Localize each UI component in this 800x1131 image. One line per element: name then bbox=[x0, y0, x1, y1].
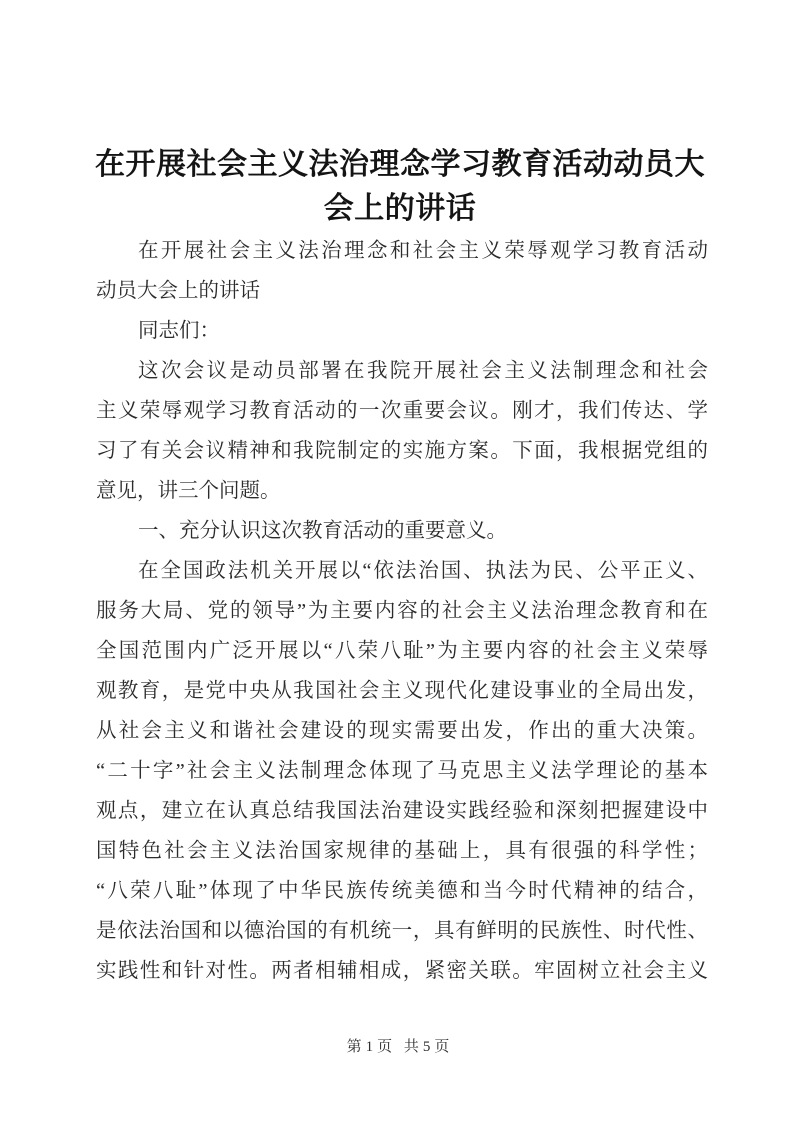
text-line: 习了有关会议精神和我院制定的实施方案。下面，我根据党组的 bbox=[96, 440, 708, 462]
text-line: 在全国政法机关开展以“依法治国、执法为民、公平正义、 bbox=[138, 560, 708, 582]
text-line: 观教育，是党中央从我国社会主义现代化建设事业的全局出发， bbox=[96, 680, 708, 702]
text-line: 这次会议是动员部署在我院开展社会主义法制理念和社会 bbox=[138, 360, 708, 382]
paragraph-intro bbox=[96, 351, 708, 511]
text-line: 意见，讲三个问题。 bbox=[96, 480, 281, 502]
document-body bbox=[96, 231, 708, 991]
text-line: 从社会主义和谐社会建设的现实需要出发，作出的重大决策。 bbox=[96, 720, 708, 742]
paragraph-section-1-heading bbox=[96, 511, 708, 551]
text-line: 国特色社会主义法治国家规律的基础上，具有很强的科学性； bbox=[96, 840, 708, 862]
paragraph-subtitle bbox=[96, 231, 708, 311]
text-line: 在开展社会主义法治理念和社会主义荣辱观学习教育活动 bbox=[138, 240, 708, 262]
text-line: 观点，建立在认真总结我国法治建设实践经验和深刻把握建设中 bbox=[96, 800, 708, 822]
text-line: 全国范围内广泛开展以“八荣八耻”为主要内容的社会主义荣辱 bbox=[96, 640, 708, 662]
text-line: “二十字”社会主义法制理念体现了马克思主义法学理论的基本 bbox=[96, 760, 708, 782]
text-line: 是依法治国和以德治国的有机统一，具有鲜明的民族性、时代性、 bbox=[96, 920, 708, 942]
text-line: 实践性和针对性。两者相辅相成，紧密关联。牢固树立社会主义 bbox=[96, 960, 708, 982]
paragraph-section-1-body bbox=[96, 551, 708, 991]
text-line: 同志们： bbox=[138, 320, 220, 342]
text-line: 一、充分认识这次教育活动的重要意义。 bbox=[138, 520, 507, 542]
document-title: 在开展社会主义法治理念学习教育活动动员大会上的讲话 bbox=[95, 148, 705, 225]
text-line: 主义荣辱观学习教育活动的一次重要会议。刚才，我们传达、学 bbox=[96, 400, 708, 422]
page-indicator: 第1页 共5页 bbox=[346, 1039, 454, 1055]
page-footer bbox=[0, 1037, 800, 1057]
paragraph-salutation bbox=[96, 311, 708, 351]
text-line: 服务大局、党的领导”为主要内容的社会主义法治理念教育和在 bbox=[96, 600, 708, 622]
text-line: 动员大会上的讲话 bbox=[96, 280, 260, 302]
text-line: “八荣八耻”体现了中华民族传统美德和当今时代精神的结合， bbox=[96, 880, 708, 902]
